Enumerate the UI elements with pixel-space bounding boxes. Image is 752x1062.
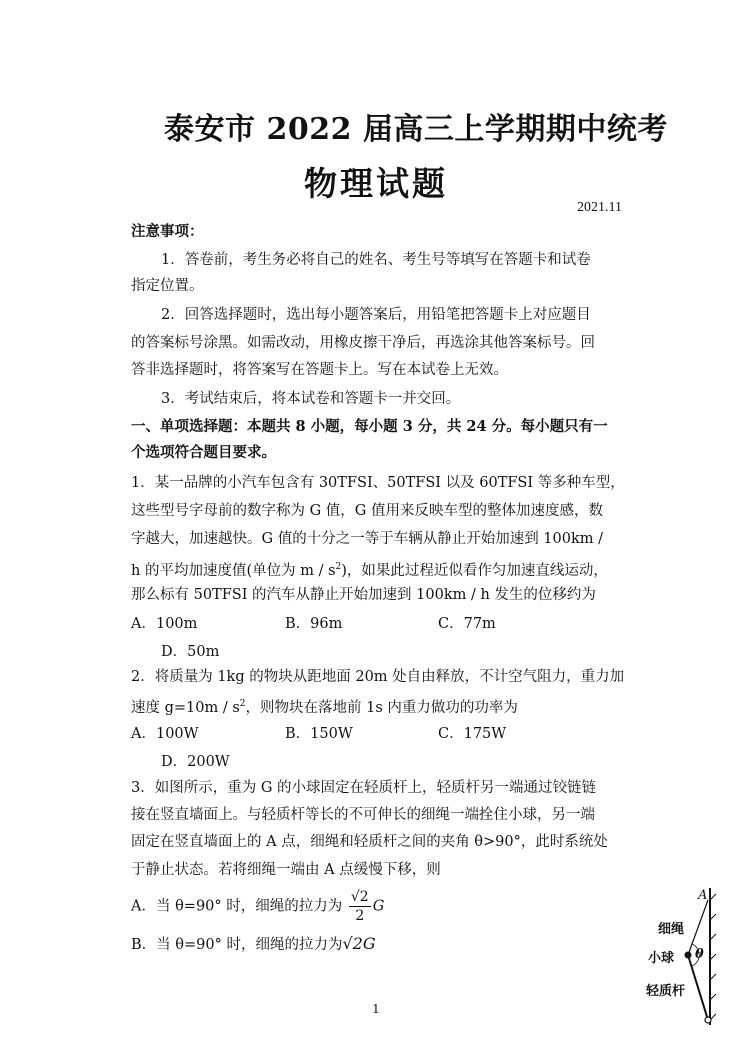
notice-heading: 注意事项： bbox=[131, 223, 204, 240]
q1-option-d[interactable]: D．50m bbox=[161, 644, 220, 660]
q2-line-2: 速度 $g=10m / s^2$，则物块在落地前 1s 内重力做功的功率为 bbox=[131, 699, 518, 716]
q2-option-d[interactable]: D．200W bbox=[161, 754, 230, 770]
q2-line-1: 2．将质量为 1kg 的物块从距地面 20m 处自由释放，不计空气阻力，重力加 bbox=[131, 669, 625, 685]
notice-item-2-line-3: 答非选择题时，将答案写在答题卡上。写在本试卷上无效。 bbox=[131, 362, 508, 378]
notice-item-1-line-2: 指定位置。 bbox=[131, 278, 204, 294]
fraction: $\frac{√2}{2}$ bbox=[350, 889, 369, 924]
figure-label-rod: 轻质杆 bbox=[646, 984, 686, 999]
q2-option-c[interactable]: C．175W bbox=[438, 726, 507, 742]
q1-option-a[interactable]: A．100m bbox=[131, 616, 198, 632]
figure-label-ball: 小球 bbox=[648, 951, 675, 966]
q1-line-3: 字越大，加速越快。G 值的十分之一等于车辆从静止开始加速到 100km / bbox=[131, 531, 604, 547]
q3-line-3: 固定在竖直墙面上的 A 点，细绳和轻质杆之间的夹角 θ>90°，此时系统处 bbox=[131, 834, 608, 850]
figure-label-rope: 细绳 bbox=[658, 922, 685, 937]
figure-label-theta: θ bbox=[695, 947, 704, 962]
q3-option-a[interactable]: A．当 θ=90° 时，细绳的拉力为 $\frac{√2}{2}$ G bbox=[131, 889, 385, 924]
page-number: 1 bbox=[372, 1002, 380, 1016]
q1-line-1: 1．某一品牌的小汽车包含有 30TFSI、50TFSI 以及 60TFSI 等多种车型， bbox=[131, 475, 625, 491]
q1-line-5: 那么标有 50TFSI 的汽车从静止开始加速到 100km / h 发生的位移约为 bbox=[131, 587, 596, 603]
q1-line-4: h 的平均加速度值(单位为 m / $s^2$)，如果此过程近似看作匀加速直线运动， bbox=[131, 562, 608, 579]
exam-date: 2021.11 bbox=[577, 200, 622, 215]
section1-heading-line-2: 个选项符合题目要求。 bbox=[131, 444, 276, 461]
notice-item-1-line-1: 1．答卷前，考生务必将自己的姓名、考生号等填写在答题卡和试卷 bbox=[161, 252, 591, 268]
q2-option-a[interactable]: A．100W bbox=[131, 726, 199, 742]
q3-line-1: 3．如图所示，重为 G 的小球固定在轻质杆上，轻质杆另一端通过铰链链 bbox=[131, 780, 597, 796]
section1-heading-line-1: 一、单项选择题：本题共 8 小题，每小题 3 分，共 24 分。每小题只有一 bbox=[131, 418, 608, 435]
q1-option-b[interactable]: B．96m bbox=[285, 616, 343, 632]
q3-line-4: 于静止状态。若将细绳一端由 A 点缓慢下移，则 bbox=[131, 862, 441, 878]
q3-option-b[interactable]: B．当 θ=90° 时，细绳的拉力为√2G bbox=[131, 934, 376, 953]
ball-circle bbox=[685, 952, 692, 959]
exam-subtitle: 物理试题 bbox=[304, 164, 448, 203]
q1-option-c[interactable]: C．77m bbox=[438, 616, 496, 632]
q1-line-2: 这些型号字母前的数字称为 G 值，G 值用来反映车型的整体加速度感，数 bbox=[131, 503, 603, 519]
figure-label-a: A bbox=[698, 888, 708, 903]
notice-item-2-line-2: 的答案标号涂黑。如需改动，用橡皮擦干净后，再选涂其他答案标号。回 bbox=[131, 335, 595, 351]
notice-item-3: 3．考试结束后，将本试卷和答题卡一并交回。 bbox=[161, 391, 461, 407]
q3-line-2: 接在竖直墙面上。与轻质杆等长的不可伸长的细绳一端拴住小球，另一端 bbox=[131, 807, 595, 823]
exam-title: 泰安市 2022 届高三上学期期中统考 bbox=[164, 112, 668, 147]
hinge-circle bbox=[705, 1017, 711, 1023]
q2-option-b[interactable]: B．150W bbox=[285, 726, 353, 742]
notice-item-2-line-1: 2．回答选择题时，选出每小题答案后，用铅笔把答题卡上对应题目 bbox=[161, 307, 591, 323]
